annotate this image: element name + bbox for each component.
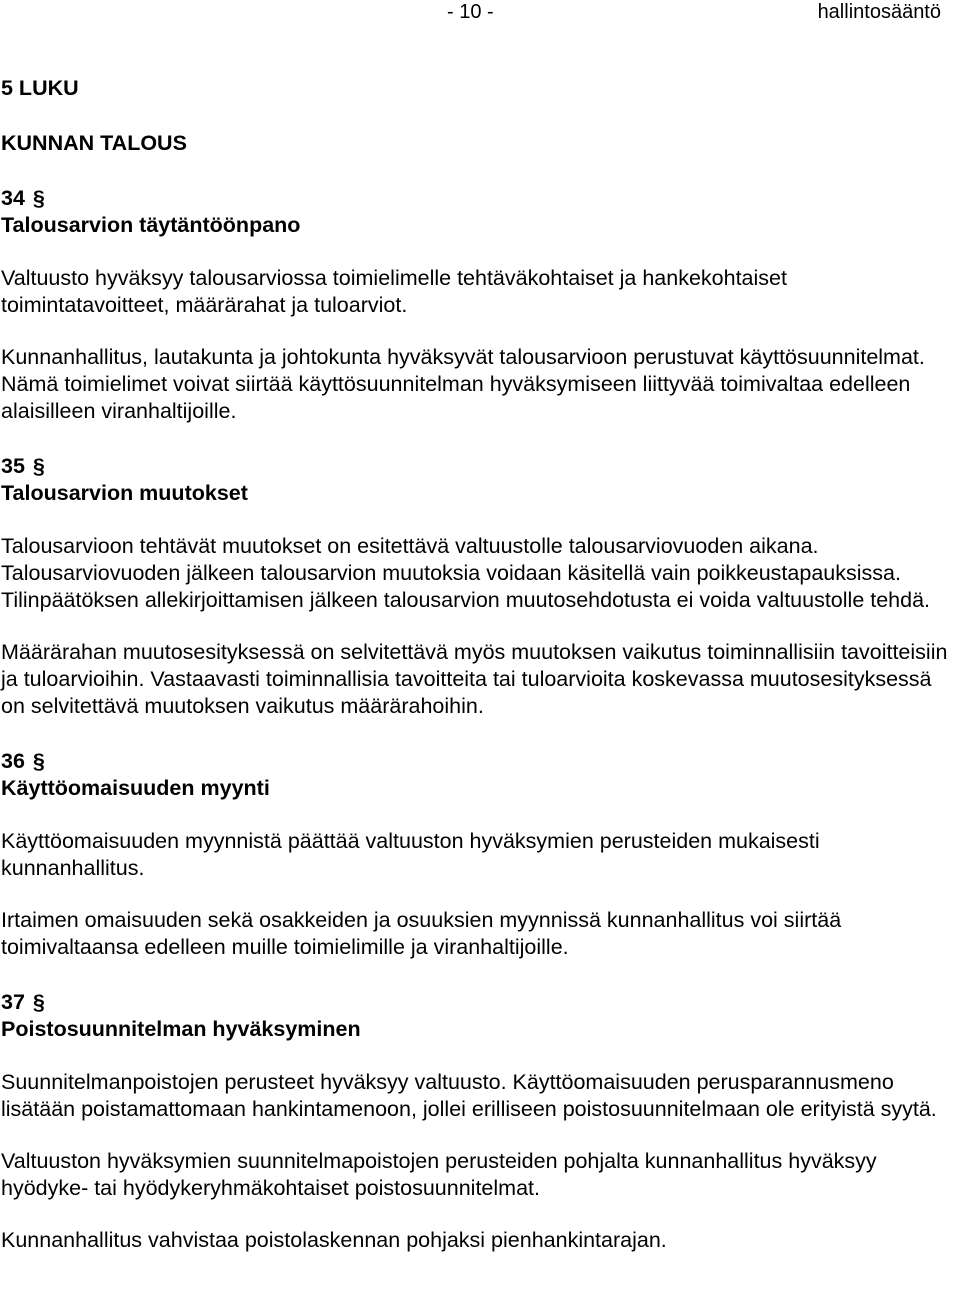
section-34 bbox=[1, 185, 960, 425]
paragraph: Suunnitelmanpoistojen perusteet hyväksyy valtuusto. Käyttöomaisuuden perusparannusmeno lisätään poistamattomaan hankintamenoon, jollei erilliseen poistosuunnitelmaan ole erityistä syytä. bbox=[1, 1070, 937, 1121]
section-number bbox=[1, 748, 960, 775]
section-sign: § bbox=[32, 454, 45, 478]
section-number bbox=[1, 453, 960, 480]
page-number: - 10 - bbox=[447, 1, 494, 23]
section-title: Talousarvion täytäntöönpano bbox=[1, 213, 301, 237]
section-number bbox=[1, 989, 960, 1016]
paragraph: Valtuusto hyväksyy talousarviossa toimielimelle tehtäväkohtaiset ja hankekohtaiset toimintatavoitteet, määrärahat ja tuloarviot. bbox=[1, 266, 787, 317]
paragraph: Irtaimen omaisuuden sekä osakkeiden ja osuuksien myynnissä kunnanhallitus voi siirtää toimivaltaansa edelleen muille toimielimille ja viranhaltijoille. bbox=[1, 908, 842, 959]
paragraph: Kunnanhallitus, lautakunta ja johtokunta hyväksyvät talousarvioon perustuvat käyttösuunnitelmat. Nämä toimielimet voivat siirtää käyttösuunnitelman hyväksymiseen liittyvää toimivaltaa edelleen alaisilleen viranhaltijoille. bbox=[1, 345, 925, 423]
document-body bbox=[1, 74, 960, 1282]
section-number-text: 36 bbox=[1, 749, 25, 773]
paragraph: Käyttöomaisuuden myynnistä päättää valtuuston hyväksymien perusteiden mukaisesti kunnanhallitus. bbox=[1, 829, 820, 880]
section-sign: § bbox=[32, 749, 45, 773]
section-36 bbox=[1, 748, 960, 961]
chapter-title: KUNNAN TALOUS bbox=[1, 131, 187, 155]
paragraph: Valtuuston hyväksymien suunnitelmapoistojen perusteiden pohjalta kunnanhallitus hyväksyy hyödyke- tai hyödykeryhmäkohtaiset poistosuunnitelmat. bbox=[1, 1149, 877, 1200]
section-title: Talousarvion muutokset bbox=[1, 481, 248, 505]
section-title: Käyttöomaisuuden myynti bbox=[1, 776, 270, 800]
chapter-number: 5 LUKU bbox=[1, 76, 79, 100]
section-number-text: 34 bbox=[1, 186, 25, 210]
section-title: Poistosuunnitelman hyväksyminen bbox=[1, 1017, 361, 1041]
paragraph: Määrärahan muutosesityksessä on selvitettävä myös muutoksen vaikutus toiminnallisiin tavoitteisiin ja tuloarvioihin. Vastaavasti toiminnallisia tavoitteita tai tuloarvioita koskevassa muutosesityksessä on selvitettävä muutoksen vaikutus määrärahoihin. bbox=[1, 640, 948, 718]
document-name: hallintosääntö bbox=[817, 1, 941, 23]
section-number-text: 37 bbox=[1, 990, 25, 1014]
section-sign: § bbox=[32, 186, 45, 210]
paragraph: Kunnanhallitus vahvistaa poistolaskennan pohjaksi pienhankintarajan. bbox=[1, 1228, 667, 1252]
section-sign: § bbox=[32, 990, 45, 1014]
section-number-text: 35 bbox=[1, 454, 25, 478]
section-number bbox=[1, 185, 960, 212]
section-37 bbox=[1, 989, 960, 1254]
paragraph: Talousarvioon tehtävät muutokset on esitettävä valtuustolle talousarviovuoden aikana. Talousarviovuoden jälkeen talousarvion muutoksia voidaan käsitellä vain poikkeustapauksissa. Tilinpäätöksen allekirjoittamisen jälkeen talousarvion muutosehdotusta ei voida valtuustolle tehdä. bbox=[1, 534, 931, 612]
section-35 bbox=[1, 453, 960, 720]
